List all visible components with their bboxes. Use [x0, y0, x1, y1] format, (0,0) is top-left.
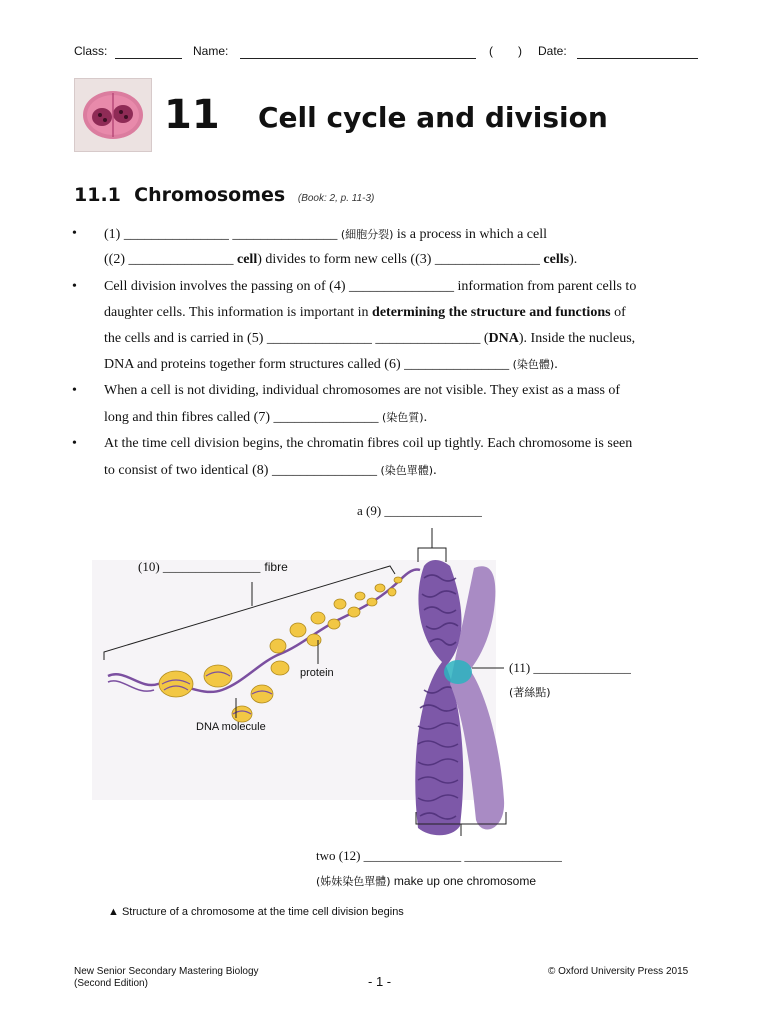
blank-8[interactable]: to consist of two identical (8) _______________: [104, 463, 381, 478]
blank-4[interactable]: Cell division involves the passing on of (4) _______________ information from parent cells to: [104, 279, 637, 294]
bold-term: DNA: [488, 331, 519, 346]
blank-2[interactable]: ((2) _______________: [104, 252, 237, 267]
name-label: Name:: [193, 44, 229, 58]
class-label: Class:: [74, 44, 108, 58]
text: When a cell is not dividing, individual chromosomes are not visible. They exist as a mass of: [104, 383, 621, 398]
caption-triangle-icon: ▲: [108, 906, 119, 918]
text: .: [554, 357, 558, 372]
label-12-tail: make up one chromosome: [390, 874, 536, 888]
text: At the time cell division begins, the chromatin fibres coil up tightly. Each chromosome is seen: [104, 436, 633, 451]
footer-publisher: © Oxford University Press 2015: [548, 966, 689, 977]
label-dna-molecule: DNA molecule: [196, 721, 266, 733]
footer-book: [74, 966, 259, 990]
bold-term: determining the structure and functions: [372, 305, 611, 320]
class-number-open: (: [489, 44, 493, 58]
text: of: [610, 305, 626, 320]
bullet-marker: •: [72, 383, 77, 398]
label-11[interactable]: (11) _______________: [509, 660, 631, 675]
label-12-cjk: (姊妹染色單體): [316, 875, 391, 888]
chapter-number: 11: [164, 92, 220, 138]
label-10: [138, 558, 288, 576]
text: daughter cells. This information is important in: [104, 305, 373, 320]
text: is a process in which a cell: [393, 227, 547, 242]
blank-3[interactable]: ) divides to form new cells ((3) _______________: [257, 252, 544, 267]
bold-term: cells: [543, 252, 570, 267]
blank-10[interactable]: (10) _______________: [138, 559, 261, 574]
blank-1[interactable]: (1) _______________ _______________: [104, 227, 341, 242]
blank-5[interactable]: the cells and is carried in (5) _______________ _______________ (: [104, 331, 489, 346]
bracket-9: [418, 548, 446, 562]
label-12-caption: [316, 872, 536, 890]
cjk-term: (染色質): [382, 411, 424, 424]
cjk-term: (細胞分裂): [340, 228, 394, 241]
label-11-cjk: (著絲點): [509, 686, 551, 699]
label-10-word: fibre: [264, 560, 288, 574]
footer-book-title: New Senior Secondary Mastering Biology: [74, 966, 259, 977]
blank-6[interactable]: DNA and proteins together form structures called (6) _______________: [104, 357, 513, 372]
centromere: [444, 660, 472, 684]
blank-7[interactable]: long and thin fibres called (7) _______________: [104, 410, 383, 425]
text: ).: [569, 252, 578, 267]
chapter-title: Cell cycle and division: [258, 101, 608, 134]
text: ). Inside the nucleus,: [518, 331, 636, 346]
book-reference: (Book: 2, p. 11-3): [297, 193, 375, 204]
bullet-marker: •: [72, 226, 77, 241]
label-12[interactable]: two (12) _______________ _______________: [316, 848, 562, 863]
text: .: [423, 410, 428, 425]
bullet-marker: •: [72, 279, 77, 294]
cjk-term: (染色單體): [380, 464, 434, 477]
label-protein: protein: [300, 667, 334, 679]
bold-term: cell: [237, 252, 258, 267]
class-number-close: ): [518, 44, 522, 58]
page-number: - 1 -: [368, 974, 392, 989]
caption-text: Structure of a chromosome at the time cell division begins: [121, 906, 404, 918]
bullet-marker: •: [72, 436, 77, 451]
text: .: [433, 463, 437, 478]
section-title: Chromosomes: [134, 184, 286, 206]
cjk-term: (染色體): [512, 358, 555, 371]
label-9[interactable]: a (9) _______________: [357, 503, 482, 518]
figure-caption: [108, 906, 404, 918]
section-number: 11.1: [74, 184, 121, 206]
footer-edition: (Second Edition): [74, 978, 148, 989]
date-label: Date:: [538, 44, 567, 58]
